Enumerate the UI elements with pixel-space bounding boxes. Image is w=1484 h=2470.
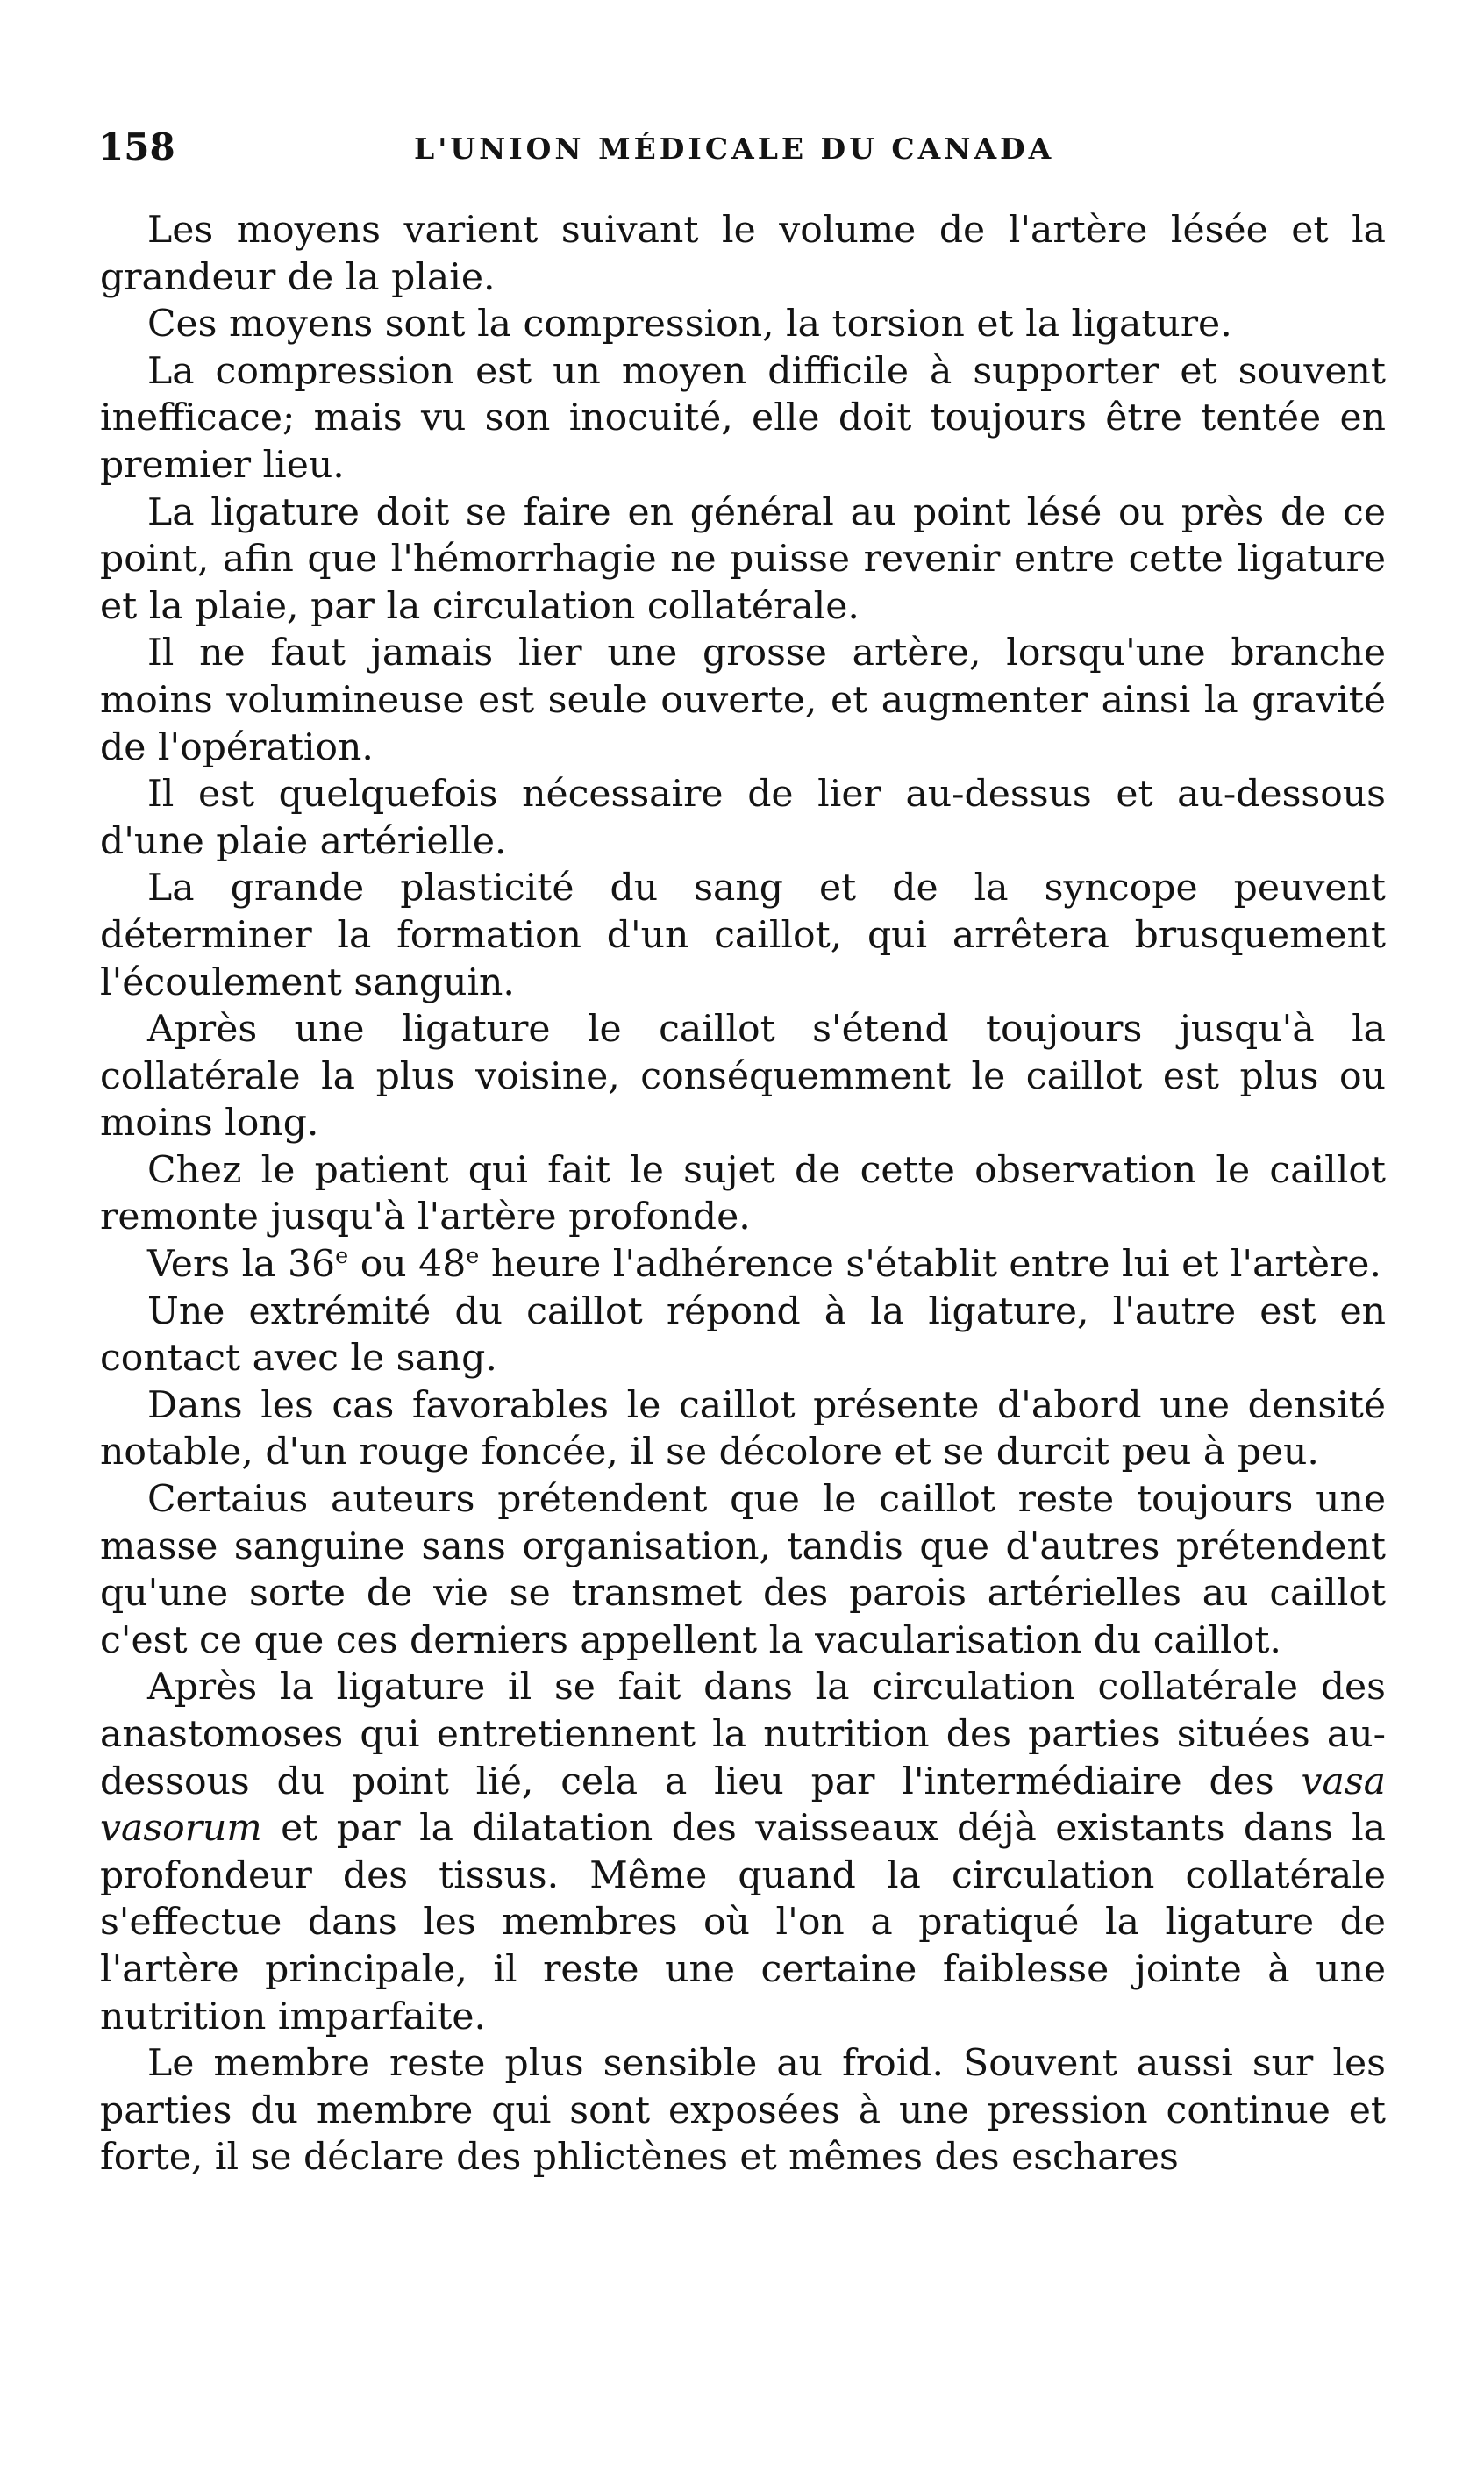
- page-number: 158: [98, 125, 175, 168]
- paragraph-with-superscripts: [100, 1241, 1386, 1289]
- running-head-journal-title: L'UNION MÉDICALE DU CANADA: [414, 132, 1055, 166]
- text-run: Après la ligature il se fait dans la circulation collatérale des anastomoses qui entretiennent la nutrition des parties situées au-dessous du point lié, cela a lieu par l'intermédiaire des: [100, 1666, 1386, 1803]
- text-run: ou 48: [348, 1243, 467, 1287]
- italic-term: vasa vasorum: [100, 1760, 1386, 1851]
- paragraph: La grande plasticité du sang et de la syncope peuvent déterminer la formation d'un caillot, qui arrêtera brusquement l'écoulement sanguin.: [100, 867, 1386, 1004]
- paragraph: La ligature doit se faire en général au point lésé ou près de ce point, afin que l'hémorrhagie ne puisse revenir entre cette ligature et la plaie, par la circulation collatérale.: [100, 490, 1386, 628]
- paragraph: Dans les cas favorables le caillot présente d'abord une densité notable, d'un rouge foncée, il se décolore et se durcit peu à peu.: [100, 1383, 1386, 1474]
- paragraph: Chez le patient qui fait le sujet de cette observation le caillot remonte jusqu'à l'artère profonde.: [100, 1148, 1386, 1239]
- paragraph: Les moyens varient suivant le volume de l'artère lésée et la grandeur de la plaie.: [100, 209, 1386, 299]
- paragraph: Une extrémité du caillot répond à la ligature, l'autre est en contact avec le sang.: [100, 1289, 1386, 1381]
- paragraph: Il est quelquefois nécessaire de lier au-dessus et au-dessous d'une plaie artérielle.: [100, 773, 1386, 863]
- paragraph: Certaius auteurs prétendent que le caillot reste toujours une masse sanguine sans organisation, tandis que d'autres prétendent qu'une sorte de vie se transmet des parois artérielles au caillot c'est ce que ces derniers appellent la vacularisation du caillot.: [100, 1478, 1386, 1662]
- paragraph: Ces moyens sont la compression, la torsion et la ligature.: [147, 303, 1232, 346]
- page-header: [98, 123, 1386, 175]
- paragraph: Le membre reste plus sensible au froid. Souvent aussi sur les parties du membre qui sont exposées à une pression continue et forte, il se déclare des phlictènes et mêmes des eschares: [100, 2042, 1386, 2180]
- paragraph: Après une ligature le caillot s'étend toujours jusqu'à la collatérale la plus voisine, conséquemment le caillot est plus ou moins long.: [100, 1008, 1386, 1146]
- superscript: e: [335, 1242, 349, 1269]
- paragraph: La compression est un moyen difficile à supporter et souvent inefficace; mais vu son inocuité, elle doit toujours être tentée en premier lieu.: [100, 349, 1386, 487]
- text-run: heure l'adhérence s'établit entre lui et l'artère.: [479, 1243, 1381, 1287]
- text-run: et par la dilatation des vaisseaux déjà existants dans la profondeur des tissus. Même quand la circulation collatérale s'effectue dans les membres où l'on a pratiqué la ligature de l'artère principale, il reste une certaine faiblesse jointe à une nutrition imparfaite.: [100, 1807, 1386, 2038]
- body-text: [100, 207, 1386, 2181]
- paragraph-with-italic: [100, 1664, 1386, 2040]
- text-run: Vers la 36: [147, 1243, 336, 1287]
- superscript: e: [466, 1242, 480, 1269]
- paragraph: Il ne faut jamais lier une grosse artère, lorsqu'une branche moins volumineuse est seule ouverte, et augmenter ainsi la gravité de l'opération.: [100, 632, 1386, 769]
